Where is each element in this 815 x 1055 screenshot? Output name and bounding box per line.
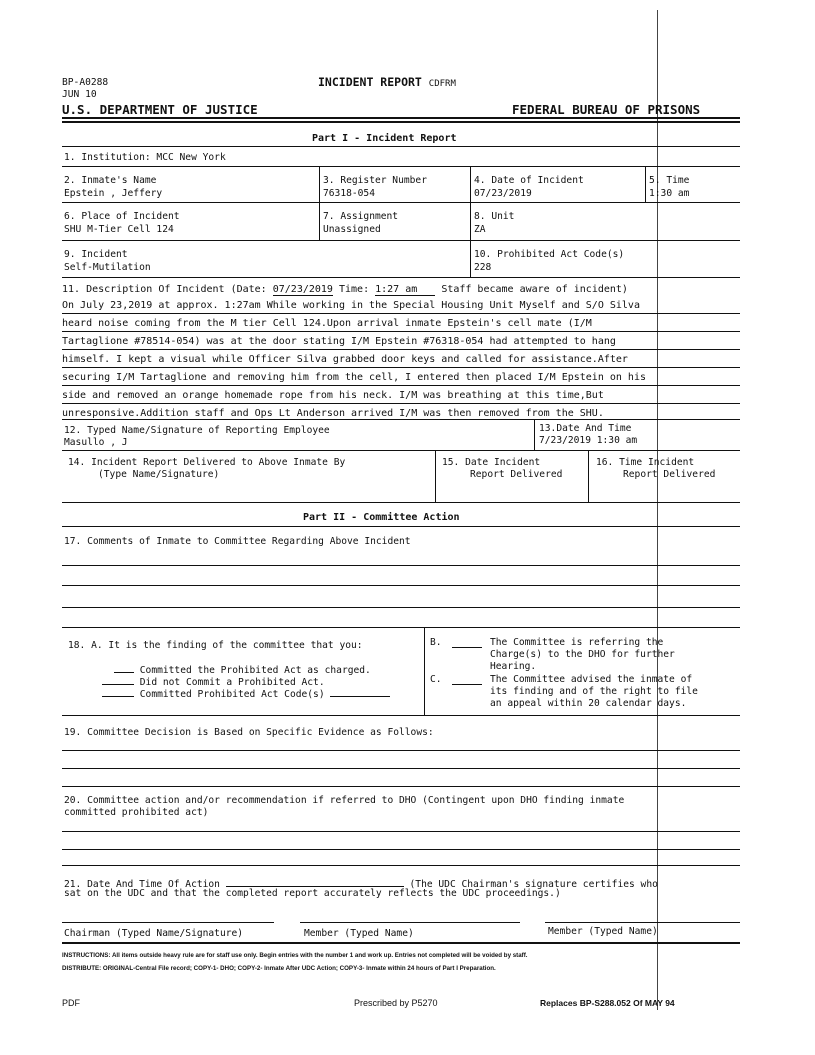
rule (62, 502, 740, 503)
rule (62, 403, 740, 404)
inmate-name-label: 2. Inmate's Name (64, 175, 157, 186)
finding-option (102, 686, 390, 701)
finding-label: 18. A. It is the finding of the committee that you: (68, 640, 363, 651)
writing-line (62, 565, 740, 566)
option-c-text: The Committee advised the inmate of (490, 674, 693, 685)
replaces-label: Replaces BP-S288.052 Of MAY 94 (540, 998, 675, 1008)
finding-blank[interactable] (102, 686, 134, 697)
writing-line (62, 768, 740, 769)
header-rule (62, 117, 740, 119)
narrative-line: side and removed an orange homemade rope from his neck. I/M was breathing at this time,But (62, 390, 604, 401)
divider (470, 240, 471, 277)
prescribed-label: Prescribed by P5270 (354, 998, 438, 1008)
writing-line (62, 831, 740, 832)
delivered-by-label: 14. Incident Report Delivered to Above Inmate By (68, 457, 346, 468)
action-datetime-suffix: (The UDC Chairman's signature certifies who (409, 879, 658, 890)
assignment-value: Unassigned (323, 224, 381, 235)
register-label: 3. Register Number (323, 175, 427, 186)
signature-line (545, 922, 740, 923)
narrative-line: securing I/M Tartaglione and removing him from the cell, I entered then placed I/M Epstein on his (62, 372, 646, 383)
rule (62, 627, 740, 628)
bureau-name: FEDERAL BUREAU OF PRISONS (512, 102, 701, 117)
divider (470, 202, 471, 240)
reporter-value: Masullo , J (64, 437, 128, 448)
heavy-rule (62, 942, 740, 944)
writing-line (62, 786, 740, 787)
signature-line (300, 922, 520, 923)
institution-field (64, 152, 226, 164)
description-prefix: 11. Description Of Incident (Date: (62, 284, 267, 295)
finding-blank[interactable] (114, 662, 134, 673)
department-name: U.S. DEPARTMENT OF JUSTICE (62, 102, 258, 117)
member-label: Member (Typed Name) (304, 928, 414, 939)
action-datetime-prefix: 21. Date And Time Of Action (64, 879, 220, 890)
inmate-name-value: Epstein , Jeffery (64, 188, 163, 199)
time-delivered-label: 16. Time Incident (596, 457, 695, 468)
member-label: Member (Typed Name) (548, 926, 658, 937)
narrative-line: heard noise coming from the M tier Cell 124.Upon arrival inmate Epstein's cell mate (I/M (62, 318, 592, 329)
narrative-line: unresponsive.Addition staff and Ops Lt Anderson arrived I/M was then removed from the SHU. (62, 408, 604, 419)
divider (588, 450, 589, 502)
rule (62, 450, 740, 451)
finding-option-text: Did not Commit a Prohibited Act. (139, 677, 325, 688)
finding-blank[interactable] (102, 674, 134, 685)
action-label: 20. Committee action and/or recommendation if referred to DHO (Contingent upon DHO finding inmate (64, 795, 625, 806)
divider (319, 166, 320, 202)
divider (534, 419, 535, 450)
prohibited-code-value: 228 (474, 262, 492, 273)
description-time-label: Time: (338, 284, 370, 295)
action-sublabel: committed prohibited act) (64, 807, 209, 818)
signature-line (62, 922, 274, 923)
reporter-label: 12. Typed Name/Signature of Reporting Employee (64, 425, 330, 436)
rule (62, 349, 740, 350)
prohibited-code-blank[interactable] (330, 686, 390, 697)
divider (470, 166, 471, 202)
chairman-label: Chairman (Typed Name/Signature) (64, 928, 244, 939)
option-c-label: C. (430, 674, 442, 685)
writing-line (62, 607, 740, 608)
finding-option-text: Committed the Prohibited Act as charged. (139, 665, 371, 676)
option-c-blank[interactable] (452, 674, 482, 685)
header-rule-2 (62, 121, 740, 123)
rule (62, 166, 740, 167)
incident-time-value: 1:30 am (649, 188, 690, 199)
distribute-text: DISTRIBUTE: ORIGINAL-Central File record; COPY-1- DHO; COPY-2- Inmate After UDC Action; COPY-3- Inmate within 24 hours of Part I Preparation. (62, 965, 496, 972)
narrative-line: himself. I kept a visual while Officer Silva grabbed door keys and called for assistance.After (62, 354, 628, 365)
delivered-by-sublabel: (Type Name/Signature) (98, 469, 220, 480)
unit-value: ZA (474, 224, 486, 235)
incident-time-label: 5. Time (649, 175, 690, 186)
rule (62, 526, 740, 527)
rule (62, 146, 740, 147)
part1-title: Part I - Incident Report (312, 133, 457, 144)
narrative-line: On July 23,2019 at approx. 1:27am While working in the Special Housing Unit Myself and S/O Silva (62, 300, 640, 311)
divider (424, 627, 425, 715)
writing-line (62, 865, 740, 866)
place-label: 6. Place of Incident (64, 211, 180, 222)
form-title (318, 75, 456, 91)
option-c-text: an appeal within 20 calendar days. (490, 698, 687, 709)
institution-label: 1. Institution: (64, 152, 151, 163)
place-value: SHU M-Tier Cell 124 (64, 224, 174, 235)
form-title-suffix: CDFRM (428, 79, 456, 89)
writing-line (62, 849, 740, 850)
option-b-text: Charge(s) to the DHO for further (490, 649, 675, 660)
rule (62, 202, 740, 203)
decision-label: 19. Committee Decision is Based on Specific Evidence as Follows: (64, 727, 434, 738)
divider (435, 450, 436, 502)
option-b-text: Hearing. (490, 661, 537, 672)
rule (62, 419, 740, 420)
option-b-label: B. (430, 637, 442, 648)
institution-value: MCC New York (156, 152, 226, 163)
date-delivered-sublabel: Report Delivered (470, 469, 563, 480)
description-suffix: Staff became aware of incident) (441, 284, 628, 295)
incident-type-value: Self-Mutilation (64, 262, 151, 273)
description-date: 07/23/2019 (272, 284, 333, 295)
date-delivered-label: 15. Date Incident (442, 457, 541, 468)
description-time: 1:27 am (375, 284, 435, 296)
prohibited-code-label: 10. Prohibited Act Code(s) (474, 249, 625, 260)
assignment-label: 7. Assignment (323, 211, 399, 222)
description-heading (62, 283, 742, 296)
rule (62, 715, 740, 716)
option-b-blank[interactable] (452, 637, 482, 648)
incident-type-label: 9. Incident (64, 249, 128, 260)
rule (62, 313, 740, 314)
divider (645, 166, 646, 202)
form-title-text: INCIDENT REPORT (318, 75, 422, 89)
unit-label: 8. Unit (474, 211, 515, 222)
rule (62, 277, 740, 278)
incident-date-value: 07/23/2019 (474, 188, 532, 199)
incident-date-label: 4. Date of Incident (474, 175, 584, 186)
comments-label: 17. Comments of Inmate to Committee Regarding Above Incident (64, 536, 411, 547)
pdf-label: PDF (62, 998, 80, 1008)
rule (62, 331, 740, 332)
form-code: BP-A0288 (62, 77, 109, 88)
form-date: JUN 10 (62, 89, 97, 100)
divider (319, 202, 320, 240)
narrative-line: Tartaglione #78514-054) was at the door stating I/M Epstein #76318-054 had attempted to hang (62, 336, 616, 347)
action-datetime-blank[interactable] (226, 876, 404, 887)
writing-line (62, 750, 740, 751)
option-b-text: The Committee is referring the (490, 637, 664, 648)
report-datetime-label: 13.Date And Time (539, 423, 632, 434)
time-delivered-sublabel: Report Delivered (623, 469, 716, 480)
instructions-text: INSTRUCTIONS: All items outside heavy rule are for staff use only. Begin entries with the number 1 and work up. Entries not completed will be voided by staff. (62, 952, 528, 959)
rule (62, 385, 740, 386)
writing-line (62, 585, 740, 586)
scan-artifact-line (657, 10, 658, 1010)
part2-title: Part II - Committee Action (303, 512, 460, 523)
rule (62, 367, 740, 368)
finding-option-text: Committed Prohibited Act Code(s) (139, 689, 325, 700)
rule (62, 240, 740, 241)
register-value: 76318-054 (323, 188, 375, 199)
option-c-text: its finding and of the right to file (490, 686, 698, 697)
report-datetime-value: 7/23/2019 1:30 am (539, 435, 638, 446)
action-datetime-note: sat on the UDC and that the completed report accurately reflects the UDC proceedings.) (64, 888, 561, 899)
